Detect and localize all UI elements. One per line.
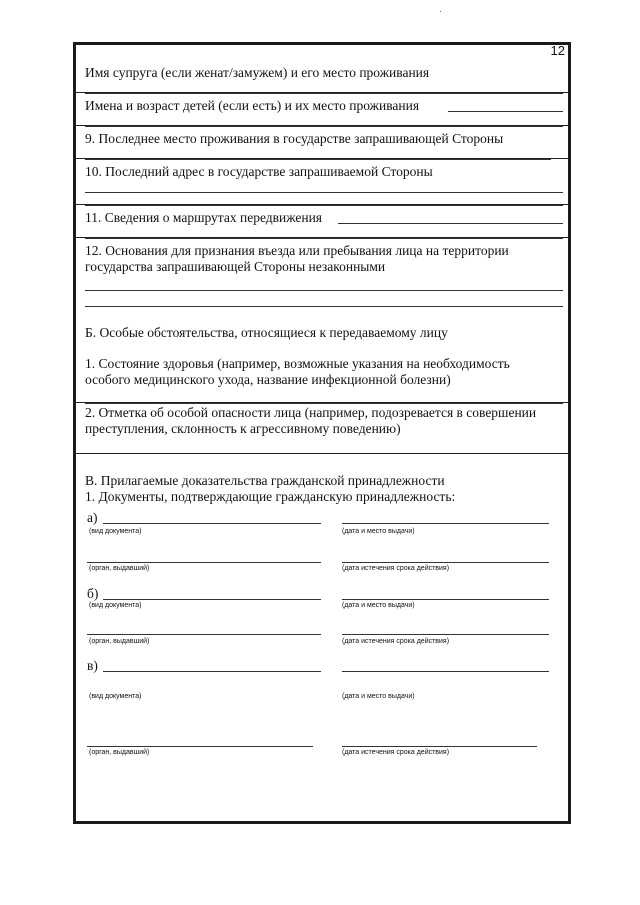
doc-c-type-caption: (вид документа) — [89, 693, 142, 700]
doc-c-expiry-caption: (дата истечения срока действия) — [342, 749, 450, 756]
doc-c-letter: в) — [87, 658, 98, 673]
spouse-label: Имя супруга (если женат/замужем) и его место проживания — [85, 65, 430, 80]
doc-a-issue-caption: (дата и место выдачи) — [342, 528, 415, 535]
separator-5 — [76, 237, 568, 238]
children-line[interactable] — [85, 126, 563, 127]
form-frame — [73, 42, 571, 824]
doc-b-issue-line[interactable] — [342, 599, 549, 600]
doc-c-issuer-caption: (орган, выдавший) — [89, 749, 150, 756]
section-b-title: Б. Особые обстоятельства, относящиеся к передаваемому лицу — [85, 325, 448, 340]
page-number: 12 — [550, 43, 565, 58]
grounds-label-2: государства запрашивающей Стороны незаконными — [85, 259, 386, 274]
doc-a-expiry-caption: (дата истечения срока действия) — [342, 565, 450, 572]
doc-a-issue-line[interactable] — [342, 523, 549, 524]
children-inline-line[interactable] — [448, 111, 563, 112]
doc-c-issue-line[interactable] — [342, 671, 549, 672]
doc-a-expiry-line[interactable] — [342, 562, 549, 563]
health-line[interactable] — [85, 403, 563, 404]
doc-a-letter: а) — [87, 510, 98, 525]
health-label-2: особого медицинского ухода, название инфекционной болезни) — [85, 372, 451, 387]
doc-a-issuer-caption: (орган, выдавший) — [89, 565, 150, 572]
routes-inline-line[interactable] — [338, 223, 563, 224]
separator-4 — [76, 204, 568, 205]
health-label-1: 1. Состояние здоровья (например, возможные указания на необходимость — [85, 356, 510, 371]
separator-7 — [76, 453, 568, 454]
doc-a-issuer-line[interactable] — [87, 562, 321, 563]
doc-c-issuer-line[interactable] — [87, 746, 313, 747]
separator-2 — [76, 125, 568, 126]
grounds-line-1[interactable] — [85, 290, 563, 291]
separator-3 — [76, 158, 568, 159]
last-residence-label: 9. Последнее место проживания в государстве запрашивающей Стороны — [85, 131, 504, 146]
doc-b-issuer-caption: (орган, выдавший) — [89, 638, 150, 645]
children-label: Имена и возраст детей (если есть) и их место проживания — [85, 98, 420, 113]
section-c-subtitle: 1. Документы, подтверждающие гражданскую принадлежность: — [85, 489, 456, 504]
doc-b-issuer-line[interactable] — [87, 634, 321, 635]
doc-b-expiry-caption: (дата истечения срока действия) — [342, 638, 450, 645]
routes-line[interactable] — [85, 238, 563, 239]
routes-label: 11. Сведения о маршрутах передвижения — [85, 210, 323, 225]
doc-b-issue-caption: (дата и место выдачи) — [342, 602, 415, 609]
spouse-line[interactable] — [85, 93, 563, 94]
doc-c-expiry-line[interactable] — [342, 746, 537, 747]
separator-1 — [76, 92, 568, 93]
section-c-title: В. Прилагаемые доказательства гражданской принадлежности — [85, 473, 445, 488]
doc-a-type-line[interactable] — [103, 523, 321, 524]
grounds-label-1: 12. Основания для признания въезда или пребывания лица на территории — [85, 243, 509, 258]
doc-a-type-caption: (вид документа) — [89, 528, 142, 535]
last-address-line-2[interactable] — [85, 205, 563, 206]
grounds-line-2[interactable] — [85, 306, 563, 307]
last-address-label: 10. Последний адрес в государстве запрашиваемой Стороны — [85, 164, 433, 179]
doc-b-type-caption: (вид документа) — [89, 602, 142, 609]
doc-b-letter: б) — [87, 586, 99, 601]
doc-b-expiry-line[interactable] — [342, 634, 549, 635]
danger-label-1: 2. Отметка об особой опасности лица (например, подозревается в совершении — [85, 405, 537, 420]
doc-b-type-line[interactable] — [103, 599, 321, 600]
separator-6 — [76, 402, 568, 403]
doc-c-type-line[interactable] — [103, 671, 321, 672]
last-address-line-1[interactable] — [85, 192, 563, 193]
doc-c-issue-caption: (дата и место выдачи) — [342, 693, 415, 700]
danger-label-2: преступления, склонность к агрессивному поведению) — [85, 421, 401, 436]
last-residence-line[interactable] — [85, 159, 551, 160]
scan-speck — [440, 11, 441, 12]
